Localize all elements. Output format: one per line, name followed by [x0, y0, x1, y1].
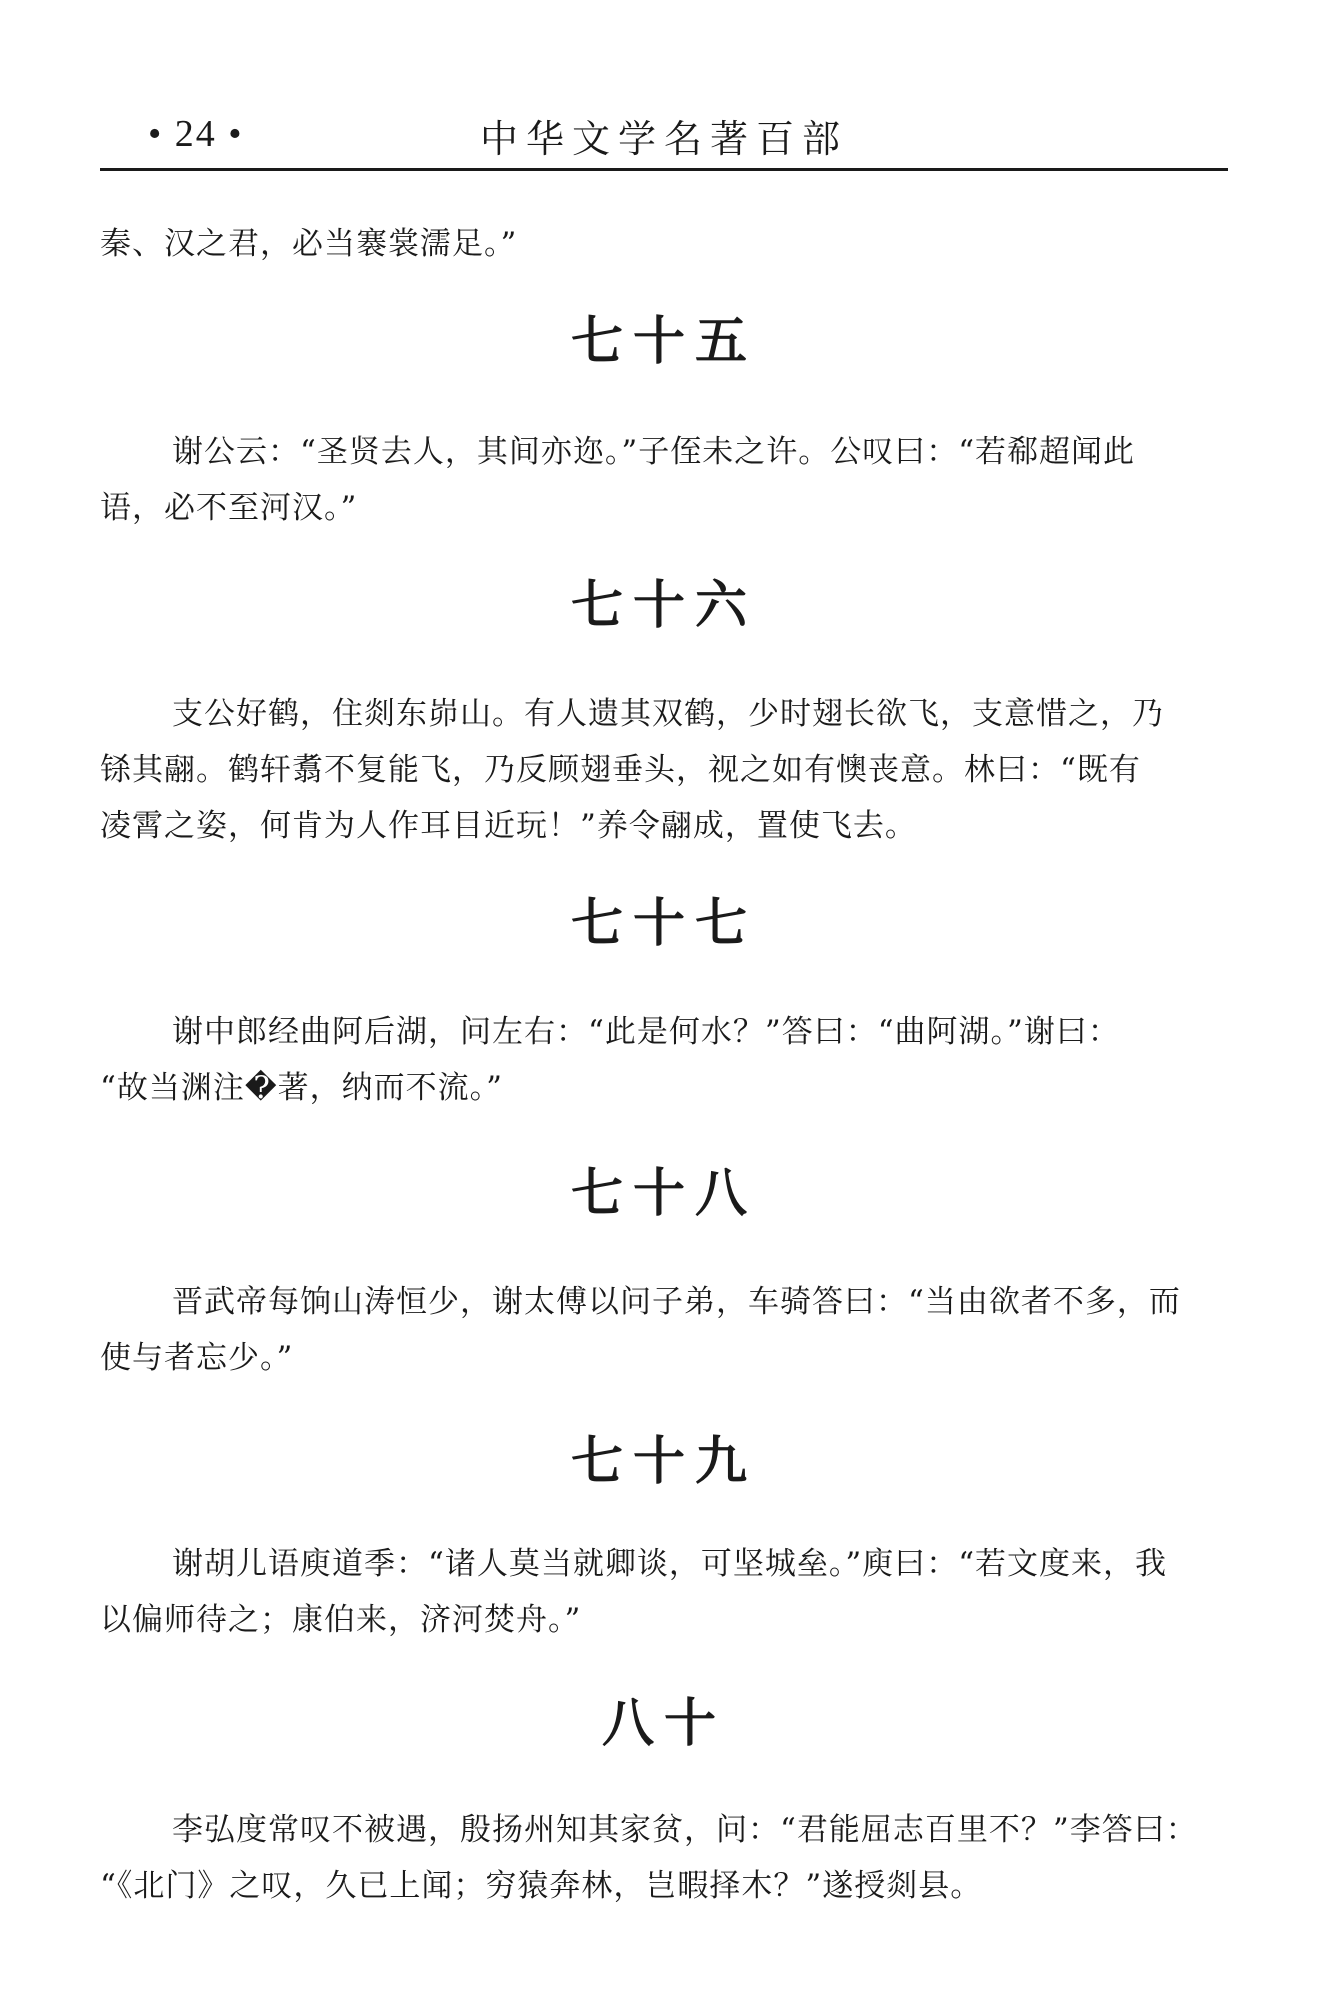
section-80	[100, 1684, 1228, 1914]
paragraph-line: 谢中郎经曲阿后湖，问左右：“此是何水？”答曰：“曲阿湖。”谢曰：	[172, 1014, 1120, 1050]
section-title: 七十九	[570, 1432, 757, 1492]
section-78	[100, 1154, 1228, 1386]
paragraph-line: 铩其翮。鹤轩翥不复能飞，乃反顾翅垂头，视之如有懊丧意。林曰：“既有	[100, 752, 1141, 788]
paragraph-line: “故当渊注�著，纳而不流。”	[100, 1070, 503, 1106]
page-number: • 24 •	[148, 113, 244, 155]
page-body	[100, 212, 1228, 1914]
paragraph-line: 李弘度常叹不被遇，殷扬州知其家贫，问：“君能屈志百里不？”李答曰：	[172, 1812, 1198, 1848]
section-77	[100, 884, 1228, 1116]
section-title: 七十六	[570, 576, 757, 636]
section-79	[100, 1422, 1228, 1648]
section-title: 七十八	[570, 1164, 757, 1224]
section-75	[100, 302, 1228, 536]
continued-line: 秦、汉之君，必当褰裳濡足。”	[100, 226, 518, 262]
paragraph-line: 使与者忘少。”	[100, 1340, 294, 1376]
paragraph-line: 以偏师待之；康伯来，济河焚舟。”	[100, 1602, 582, 1638]
section-title: 八十	[601, 1694, 726, 1754]
paragraph-line: 晋武帝每饷山涛恒少，谢太傅以问子弟，车骑答曰：“当由欲者不多，而	[172, 1284, 1181, 1320]
paragraph-line: 谢公云：“圣贤去人，其间亦迩。”子侄未之许。公叹曰：“若郗超闻此	[172, 434, 1136, 470]
section-title: 七十五	[570, 312, 757, 372]
paragraph-line: “《北门》之叹，久已上闻；穷猿奔林，岂暇择木？”遂授剡县。	[100, 1868, 983, 1904]
paragraph-line: 语，必不至河汉。”	[100, 490, 358, 526]
paragraph-line: 谢胡儿语庾道季：“诸人莫当就卿谈，可坚城垒。”庾曰：“若文度来，我	[172, 1546, 1168, 1582]
paragraph-line: 支公好鹤，住剡东峁山。有人遗其双鹤，少时翅长欲飞，支意惜之，乃	[172, 696, 1164, 732]
running-header	[100, 108, 1228, 168]
section-76	[100, 566, 1228, 854]
section-title: 七十七	[570, 894, 757, 954]
book-title: 中华文学名著百部	[479, 117, 848, 161]
header-rule	[100, 168, 1228, 171]
paragraph-line: 凌霄之姿，何肯为人作耳目近玩！”养令翮成，置使飞去。	[100, 808, 917, 844]
